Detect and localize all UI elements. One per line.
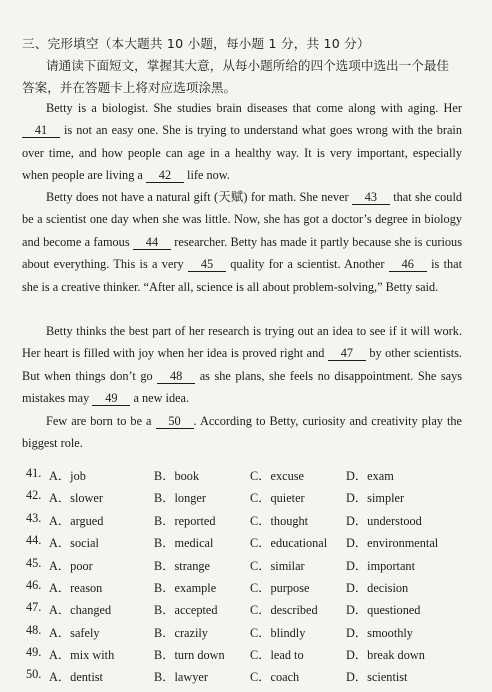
option-a: A．poor — [49, 559, 93, 573]
passage-paragraph-3 — [22, 320, 462, 410]
option-c: C．similar — [250, 559, 305, 573]
p3-text-a: Betty thinks the best part of her research is trying out an idea to see if it will work. Her heart is filled with joy when her idea is proved right and — [22, 324, 462, 361]
option-a: A．social — [49, 536, 99, 550]
option-d: D．environmental — [346, 536, 439, 550]
option-b: B．medical — [154, 536, 214, 550]
question-number: 48. — [26, 623, 42, 637]
option-a: A．slower — [49, 491, 103, 505]
question-number: 46. — [26, 578, 42, 592]
question-number: 44. — [26, 533, 42, 547]
question-number: 50. — [26, 667, 42, 681]
option-d: D．scientist — [346, 670, 408, 684]
option-a: A．reason — [49, 581, 103, 595]
option-d: D．simpler — [346, 491, 405, 505]
option-a: A．job — [49, 469, 86, 483]
question-47-options — [26, 600, 476, 620]
option-d: D．questioned — [346, 603, 421, 617]
option-d: D．understood — [346, 514, 422, 528]
instructions-line-2: 答案，并在答题卡上将对应选项涂黑。 — [22, 80, 237, 95]
option-c: C．thought — [250, 514, 309, 528]
question-42-options — [26, 488, 476, 508]
option-c: C．educational — [250, 536, 328, 550]
option-b: B．book — [154, 469, 200, 483]
option-a: A．safely — [49, 626, 100, 640]
option-c: C．blindly — [250, 626, 306, 640]
question-41-options — [26, 466, 476, 486]
question-number: 49. — [26, 645, 42, 659]
question-number: 41. — [26, 466, 42, 480]
blank-41: 41 — [22, 124, 60, 138]
p1-text-a: Betty is a biologist. She studies brain diseases that come along with aging. Her — [46, 101, 462, 115]
option-d: D．break down — [346, 648, 425, 662]
question-50-options — [26, 667, 476, 687]
option-b: B．longer — [154, 491, 206, 505]
question-45-options — [26, 556, 476, 576]
option-a: A．changed — [49, 603, 112, 617]
option-c: C．coach — [250, 670, 300, 684]
question-number: 45. — [26, 556, 42, 570]
blank-45: 45 — [188, 258, 226, 272]
question-number: 42. — [26, 488, 42, 502]
option-a: A．mix with — [49, 648, 115, 662]
section-title: 三、完形填空（本大题共 10 小题，每小题 1 分，共 10 分） — [22, 36, 370, 51]
option-a: A．dentist — [49, 670, 103, 684]
option-c: C．purpose — [250, 581, 310, 595]
passage-paragraph-1 — [22, 97, 462, 187]
passage-paragraph-2 — [22, 186, 462, 298]
p3-text-e: a new idea. — [133, 391, 190, 406]
p2-text-a: Betty does not have a natural gift (天赋) for math. She never — [46, 190, 349, 204]
question-46-options — [26, 578, 476, 598]
blank-44: 44 — [133, 236, 171, 250]
option-c: C．lead to — [250, 648, 304, 662]
passage-paragraph-4 — [22, 410, 462, 455]
p2-text-d: researcher. Betty has made it partly because she is curious about everything. This is a very — [22, 234, 462, 272]
blank-46: 46 — [389, 258, 427, 272]
option-d: D．smoothly — [346, 626, 413, 640]
option-d: D．exam — [346, 469, 394, 483]
option-b: B．accepted — [154, 603, 218, 617]
option-c: C．described — [250, 603, 318, 617]
p3-text-c: by other scientists. But when things don’t go — [22, 346, 463, 383]
instructions-line-1: 请通读下面短文，掌握其大意，从每小题所给的四个选项中选出一个最佳 — [46, 58, 449, 73]
option-b: B．turn down — [154, 648, 225, 662]
option-d: D．decision — [346, 581, 409, 595]
p1-text-d: life now. — [187, 168, 230, 183]
question-48-options — [26, 623, 476, 643]
p2-text-c: that she could be a scientist one day when she was little. Now, she has got a doctor’s degree in biology and become a famous — [22, 190, 463, 249]
question-43-options — [26, 511, 476, 531]
option-b: B．example — [154, 581, 217, 595]
blank-43: 43 — [352, 191, 390, 205]
p4-text-a: Few are born to be a — [46, 414, 152, 428]
option-d: D．important — [346, 559, 415, 573]
option-b: B．reported — [154, 514, 216, 528]
option-c: C．excuse — [250, 469, 304, 483]
p1-text-c: is not an easy one. She is trying to understand what goes wrong with the brain over time, and how people can age in a healthy way. It is very important, especially when people are living a — [22, 123, 462, 183]
question-number: 43. — [26, 511, 42, 525]
p2-text-e: quality for a scientist. Another — [230, 257, 385, 272]
p2-text-f: is that she is a creative thinker. “After all, science is all about problem-solving,” Betty said. — [22, 257, 463, 294]
blank-47: 47 — [328, 347, 366, 361]
blank-48: 48 — [157, 370, 195, 384]
option-c: C．quieter — [250, 491, 305, 505]
question-44-options — [26, 533, 476, 553]
blank-50: 50 — [156, 415, 194, 429]
option-b: B．lawyer — [154, 670, 208, 684]
question-49-options — [26, 645, 476, 665]
p3-text-d: as she plans, she feels no disappointment. She says mistakes may — [22, 368, 463, 406]
question-number: 47. — [26, 600, 42, 614]
p4-text-c: . According to Betty, curiosity and creativity play the biggest role. — [22, 414, 462, 451]
blank-49: 49 — [92, 392, 130, 406]
option-a: A．argued — [49, 514, 104, 528]
blank-42: 42 — [146, 169, 184, 183]
option-b: B．crazily — [154, 626, 208, 640]
option-b: B．strange — [154, 559, 211, 573]
